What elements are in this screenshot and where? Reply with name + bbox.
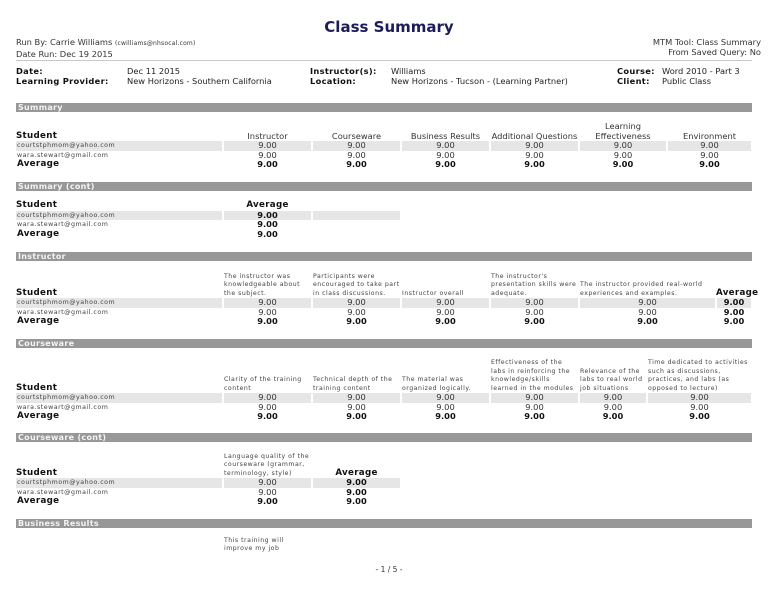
info-labels-3 xyxy=(617,66,655,86)
average-score: 9.00 xyxy=(257,159,278,169)
average-row xyxy=(16,317,752,327)
score: 9.00 xyxy=(579,298,716,308)
average-score: 9.00 xyxy=(346,316,367,326)
score: 9.00 xyxy=(436,401,455,412)
table-row xyxy=(16,141,752,151)
col-header: Learning Effectiveness xyxy=(595,121,651,141)
score: 9.00 xyxy=(490,141,579,151)
score: 9.00 xyxy=(346,486,367,497)
courseware-table xyxy=(16,356,753,422)
saved-query: From Saved Query: No xyxy=(668,47,761,57)
table-row xyxy=(16,211,401,221)
average-score: 9.00 xyxy=(257,228,278,239)
tool-name: MTM Tool: Class Summary xyxy=(652,37,761,47)
info-labels-1 xyxy=(16,66,109,86)
score: 9.00 xyxy=(716,298,752,308)
average-score: 9.00 xyxy=(346,159,367,169)
student-email: wara.stewart@gmail.com xyxy=(17,488,109,496)
location-value: New Horizons - Tucson - (Learning Partner) xyxy=(391,76,568,86)
section-courseware-header: Courseware xyxy=(16,339,752,348)
client-label: Client: xyxy=(617,76,650,86)
provider-label: Learning Provider: xyxy=(16,76,109,86)
question-header: This training will improve my job xyxy=(224,537,284,553)
score: 9.00 xyxy=(436,149,455,160)
average-label: Average xyxy=(17,411,60,421)
score: 9.00 xyxy=(490,393,579,403)
average-label: Average xyxy=(17,316,60,326)
instructor-value: Williams xyxy=(391,66,426,76)
date-run: Date Run: Dec 19 2015 xyxy=(16,49,113,59)
table-row xyxy=(16,403,752,413)
question-header: Language quality of the courseware (grammar, terminology, style) xyxy=(224,452,310,477)
col-header: Additional Questions xyxy=(491,130,578,141)
average-score: 9.00 xyxy=(612,159,634,169)
average-row xyxy=(16,497,401,507)
student-header: Student xyxy=(16,467,58,478)
student-email: wara.stewart@gmail.com xyxy=(17,308,109,316)
score: 9.00 xyxy=(258,306,277,317)
section-instructor-header: Instructor xyxy=(16,252,752,261)
average-header: Average xyxy=(335,467,378,478)
date-value: Dec 11 2015 xyxy=(127,66,181,76)
score: 9.00 xyxy=(690,401,709,412)
average-header: Average xyxy=(716,287,759,298)
score: 9.00 xyxy=(223,141,312,151)
col-header: Environment xyxy=(683,130,736,141)
student-email: wara.stewart@gmail.com xyxy=(17,403,109,411)
run-by-email: (cwilliams@nhsocal.com) xyxy=(114,40,196,47)
col-header: Average xyxy=(246,200,289,210)
score: 9.00 xyxy=(258,486,277,497)
score: 9.00 xyxy=(579,141,667,151)
section-courseware-cont-header: Courseware (cont) xyxy=(16,433,752,442)
question-header: Clarity of the training content xyxy=(224,376,302,392)
instructor-table xyxy=(16,270,759,327)
section-summary-cont-header: Summary (cont) xyxy=(16,182,752,191)
average-score: 9.00 xyxy=(723,316,745,326)
page-number: - 1 / 5 - xyxy=(375,565,403,574)
student-header: Student xyxy=(16,382,58,393)
table-row xyxy=(16,478,401,488)
score: 9.00 xyxy=(647,393,752,403)
score: 9.00 xyxy=(347,149,366,160)
courseware-cont-table xyxy=(16,451,402,507)
report-title: Class Summary xyxy=(324,18,454,36)
score: 9.00 xyxy=(579,393,647,403)
student-header: Student xyxy=(16,287,58,298)
score: 9.00 xyxy=(312,298,401,308)
course-label: Course: xyxy=(617,66,655,76)
question-header: The instructor provided real-world experiences and examples. xyxy=(580,281,703,297)
location-label: Location: xyxy=(310,76,356,86)
info-values-2 xyxy=(391,66,568,86)
student-header: Student xyxy=(16,130,58,141)
average-label: Average xyxy=(17,228,60,239)
score: 9.00 xyxy=(436,306,455,317)
score: 9.00 xyxy=(257,219,278,229)
table-row xyxy=(16,220,401,230)
summary-cont-table xyxy=(16,201,402,239)
score: 9.00 xyxy=(603,401,623,412)
average-row xyxy=(16,412,752,422)
score: 9.00 xyxy=(638,306,657,317)
question-header: The material was organized logically. xyxy=(402,376,472,392)
average-score: 9.00 xyxy=(637,316,658,326)
score: 9.00 xyxy=(223,298,312,308)
client-value: Public Class xyxy=(662,76,712,86)
average-score: 9.00 xyxy=(435,316,456,326)
table-row xyxy=(16,393,752,403)
student-email: courtstphmom@yahoo.com xyxy=(16,478,223,488)
col-header: Courseware xyxy=(331,130,382,141)
question-header: Effectiveness of the labs in reinforcing the knowledge/skills learned in the modules xyxy=(491,359,574,392)
table-row xyxy=(16,151,752,161)
question-header: Relevance of the labs to real world job situations xyxy=(580,367,643,392)
student-header: Student xyxy=(16,200,58,210)
info-values-3 xyxy=(662,66,740,86)
score: 9.00 xyxy=(525,149,544,160)
score: 9.00 xyxy=(401,393,490,403)
score: 9.00 xyxy=(490,298,579,308)
course-value: Word 2010 - Part 3 xyxy=(662,66,740,76)
provider-value: New Horizons - Southern California xyxy=(127,76,272,86)
tool-info xyxy=(653,37,761,57)
score: 9.00 xyxy=(401,298,490,308)
col-header: Business Results xyxy=(410,130,481,141)
average-label: Average xyxy=(17,496,60,506)
score: 9.00 xyxy=(223,211,312,221)
average-score: 9.00 xyxy=(257,496,278,506)
question-header: The instructor's presentation skills were adequate. xyxy=(491,272,577,297)
score: 9.00 xyxy=(700,149,719,160)
section-business-results-header: Business Results xyxy=(16,519,752,528)
date-label: Date: xyxy=(16,66,43,76)
average-score: 9.00 xyxy=(524,159,545,169)
average-score: 9.00 xyxy=(689,411,710,421)
score: 9.00 xyxy=(312,393,401,403)
student-email: wara.stewart@gmail.com xyxy=(17,221,109,228)
score: 9.00 xyxy=(223,478,312,488)
average-score: 9.00 xyxy=(435,411,456,421)
table-row xyxy=(16,488,401,498)
average-row xyxy=(16,160,752,170)
score: 9.00 xyxy=(258,149,277,160)
average-score: 9.00 xyxy=(602,411,624,421)
score: 9.00 xyxy=(347,306,366,317)
run-info xyxy=(16,37,196,59)
header-divider xyxy=(16,60,752,61)
instructor-label: Instructor(s): xyxy=(310,66,377,76)
col-header: Instructor xyxy=(247,130,288,141)
score: 9.00 xyxy=(347,401,366,412)
summary-table xyxy=(16,121,753,170)
score: 9.00 xyxy=(401,141,490,151)
average-score: 9.00 xyxy=(524,316,545,326)
student-email: courtstphmom@yahoo.com xyxy=(16,298,223,308)
average-label: Average xyxy=(17,159,60,169)
score: 9.00 xyxy=(613,149,633,160)
score: 9.00 xyxy=(312,141,401,151)
student-email: wara.stewart@gmail.com xyxy=(17,151,109,159)
question-header: The instructor was knowledgeable about the subject. xyxy=(224,272,301,297)
average-score: 9.00 xyxy=(257,411,278,421)
score: 9.00 xyxy=(667,141,752,151)
score: 9.00 xyxy=(723,306,745,317)
average-score: 9.00 xyxy=(524,411,545,421)
average-score: 9.00 xyxy=(346,496,367,506)
score: 9.00 xyxy=(258,401,277,412)
business-results-table xyxy=(16,537,401,555)
average-row xyxy=(16,230,401,240)
student-email: courtstphmom@yahoo.com xyxy=(16,211,223,221)
score: 9.00 xyxy=(223,393,312,403)
score: 9.00 xyxy=(525,401,544,412)
score: 9.00 xyxy=(312,478,401,488)
average-score: 9.00 xyxy=(699,159,720,169)
question-header: Participants were encouraged to take part in class discussions. xyxy=(313,272,400,297)
question-header: Instructor overall xyxy=(402,289,465,297)
run-by: Run By: Carrie Williams xyxy=(16,37,113,47)
question-header: Time dedicated to activities such as discussions, practices, and labs (as opposed to lecture) xyxy=(648,359,748,392)
average-score: 9.00 xyxy=(435,159,456,169)
question-header: Technical depth of the training content xyxy=(313,376,393,392)
student-email: courtstphmom@yahoo.com xyxy=(16,141,223,151)
info-labels-2 xyxy=(310,66,377,86)
info-values-1 xyxy=(127,66,272,86)
average-score: 9.00 xyxy=(346,411,367,421)
score: 9.00 xyxy=(525,306,544,317)
student-email: courtstphmom@yahoo.com xyxy=(16,393,223,403)
average-score: 9.00 xyxy=(257,316,278,326)
section-summary-header: Summary xyxy=(16,103,752,112)
